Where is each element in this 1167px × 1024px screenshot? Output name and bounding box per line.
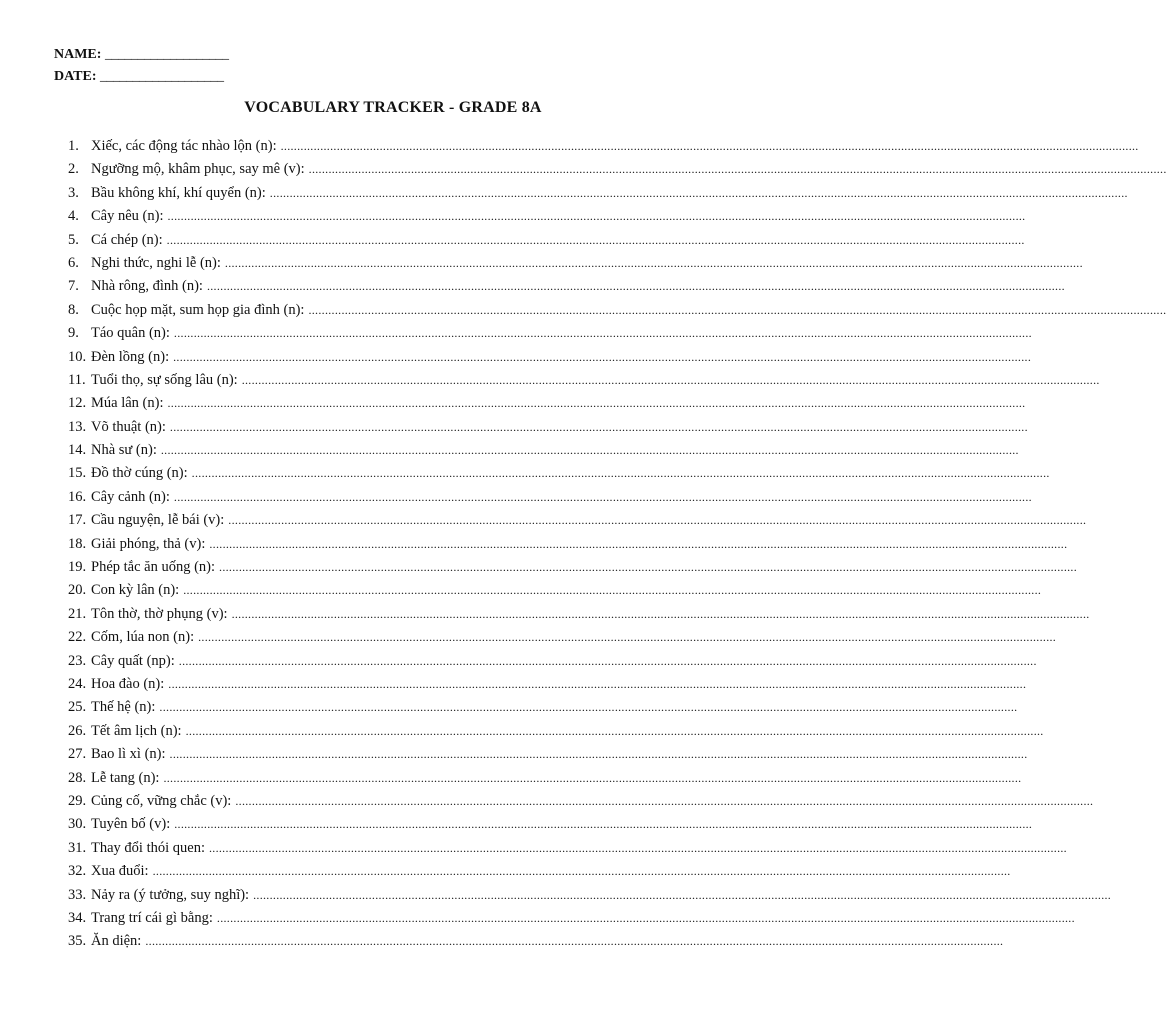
vocab-term: Bầu không khí, khí quyển (n): — [91, 184, 266, 201]
vocab-term: Củng cố, vững chắc (v): — [91, 792, 232, 809]
vocab-number: 29. — [68, 792, 87, 809]
vocab-number: 21. — [68, 605, 87, 622]
vocab-term: Ngưỡng mộ, khâm phục, say mê (v): — [91, 161, 305, 178]
vocab-term: Đồ thờ cúng (n): — [91, 465, 188, 482]
vocab-term: Cây cảnh (n): — [91, 488, 170, 505]
answer-blank[interactable]: .................................................................................................................................................................................................................................................................... — [173, 349, 1032, 364]
vocab-number: 33. — [68, 886, 87, 903]
answer-blank[interactable]: .................................................................................................................................................................................................................................................................... — [231, 606, 1090, 621]
answer-blank[interactable]: .................................................................................................................................................................................................................................................................... — [185, 723, 1044, 738]
vocab-number: 4. — [68, 208, 79, 225]
answer-blank[interactable]: .................................................................................................................................................................................................................................................................... — [219, 560, 1078, 575]
answer-blank[interactable]: .................................................................................................................................................................................................................................................................... — [168, 676, 1027, 691]
vocab-number: 32. — [68, 863, 87, 880]
vocab-item — [68, 813, 1033, 836]
vocab-term: Ăn diện: — [91, 933, 142, 950]
vocab-number: 3. — [68, 184, 79, 201]
vocab-item — [68, 790, 1094, 813]
date-blank[interactable]: ___________________ — [100, 69, 224, 84]
vocab-item — [68, 673, 1027, 696]
name-label: NAME: — [54, 47, 102, 62]
vocab-number: 2. — [68, 161, 79, 178]
answer-blank[interactable]: .................................................................................................................................................................................................................................................................... — [160, 443, 1019, 458]
vocab-term: Lễ tang (n): — [91, 769, 160, 786]
vocab-term: Nghi thức, nghi lễ (n): — [91, 254, 221, 271]
vocab-item — [68, 205, 1026, 228]
answer-blank[interactable]: .................................................................................................................................................................................................................................................................... — [173, 326, 1032, 341]
vocab-term: Cá chép (n): — [91, 231, 163, 248]
vocab-term: Nảy ra (ý tưởng, suy nghĩ): — [91, 886, 250, 903]
vocab-item — [68, 743, 1028, 766]
vocab-number: 34. — [68, 909, 87, 926]
answer-blank[interactable]: .................................................................................................................................................................................................................................................................... — [206, 279, 1065, 294]
vocab-number: 8. — [68, 301, 79, 318]
vocab-item — [68, 884, 1112, 907]
vocab-number: 18. — [68, 535, 87, 552]
vocab-item — [68, 907, 1075, 930]
answer-blank[interactable]: .................................................................................................................................................................................................................................................................... — [308, 162, 1167, 177]
vocab-number: 24. — [68, 675, 87, 692]
vocab-item — [68, 135, 1139, 158]
vocab-term: Cuộc họp mặt, sum họp gia đình (n): — [91, 301, 305, 318]
vocab-item — [68, 767, 1022, 790]
vocab-term: Thế hệ (n): — [91, 699, 156, 716]
vocab-item — [68, 392, 1026, 415]
vocab-number: 26. — [68, 722, 87, 739]
vocab-term: Táo quân (n): — [91, 325, 170, 342]
vocab-number: 9. — [68, 325, 79, 342]
vocab-item — [68, 696, 1018, 719]
vocab-item — [68, 229, 1025, 252]
answer-blank[interactable]: .................................................................................................................................................................................................................................................................... — [173, 489, 1032, 504]
answer-blank[interactable]: .................................................................................................................................................................................................................................................................... — [216, 910, 1075, 925]
vocab-term: Võ thuật (n): — [91, 418, 166, 435]
vocab-term: Cốm, lúa non (n): — [91, 629, 195, 646]
vocab-term: Giải phóng, thả (v): — [91, 535, 206, 552]
answer-blank[interactable]: .................................................................................................................................................................................................................................................................... — [159, 700, 1018, 715]
vocab-number: 6. — [68, 254, 79, 271]
vocab-term: Con kỳ lân (n): — [91, 582, 180, 599]
vocab-number: 35. — [68, 933, 87, 950]
answer-blank[interactable]: .................................................................................................................................................................................................................................................................... — [191, 466, 1050, 481]
vocab-item — [68, 299, 1167, 322]
vocab-number: 19. — [68, 559, 87, 576]
vocab-item — [68, 486, 1032, 509]
vocab-term: Tuổi thọ, sự sống lâu (n): — [91, 371, 238, 388]
vocab-number: 5. — [68, 231, 79, 248]
vocab-number: 11. — [68, 371, 86, 388]
date-field[interactable] — [54, 66, 354, 88]
vocab-number: 30. — [68, 816, 87, 833]
answer-blank[interactable]: .................................................................................................................................................................................................................................................................... — [224, 255, 1083, 270]
page-title: VOCABULARY TRACKER - GRADE 8A — [244, 99, 542, 116]
vocab-item — [68, 369, 1100, 392]
answer-blank[interactable]: .................................................................................................................................................................................................................................................................... — [208, 840, 1067, 855]
vocab-term: Thay đổi thói quen: — [91, 839, 205, 856]
answer-blank[interactable]: .................................................................................................................................................................................................................................................................... — [253, 887, 1112, 902]
vocab-item — [68, 322, 1032, 345]
vocab-item — [68, 930, 1004, 953]
vocab-item — [68, 720, 1044, 743]
vocab-number: 15. — [68, 465, 87, 482]
vocab-term: Tết âm lịch (n): — [91, 722, 182, 739]
vocab-number: 10. — [68, 348, 87, 365]
answer-blank[interactable]: .................................................................................................................................................................................................................................................................... — [152, 864, 1011, 879]
vocabulary-list — [68, 135, 1167, 954]
vocab-number: 7. — [68, 278, 79, 295]
vocab-item — [68, 158, 1167, 181]
answer-blank[interactable]: .................................................................................................................................................................................................................................................................... — [183, 583, 1042, 598]
vocab-term: Xua đuổi: — [91, 863, 149, 880]
vocab-term: Bao lì xì (n): — [91, 746, 166, 763]
vocab-number: 14. — [68, 442, 87, 459]
vocab-number: 12. — [68, 395, 87, 412]
vocab-term: Tuyên bố (v): — [91, 816, 171, 833]
vocab-term: Phép tắc ăn uống (n): — [91, 559, 216, 576]
vocab-item — [68, 416, 1028, 439]
vocab-term: Tôn thờ, thờ phụng (v): — [91, 605, 228, 622]
vocab-term: Cây quất (np): — [91, 652, 175, 669]
vocab-item — [68, 533, 1068, 556]
vocab-item — [68, 650, 1037, 673]
answer-blank[interactable]: .................................................................................................................................................................................................................................................................... — [228, 513, 1087, 528]
vocab-item — [68, 626, 1057, 649]
answer-blank[interactable]: .................................................................................................................................................................................................................................................................... — [241, 372, 1100, 387]
answer-blank[interactable]: .................................................................................................................................................................................................................................................................... — [167, 209, 1026, 224]
vocab-term: Cầu nguyện, lễ bái (v): — [91, 512, 225, 529]
vocab-item — [68, 603, 1090, 626]
header-fields — [54, 44, 354, 88]
answer-blank[interactable]: .................................................................................................................................................................................................................................................................... — [169, 747, 1028, 762]
vocab-term: Xiếc, các động tác nhào lộn (n): — [91, 138, 277, 154]
answer-blank[interactable]: .................................................................................................................................................................................................................................................................... — [209, 536, 1068, 551]
answer-blank[interactable]: .................................................................................................................................................................................................................................................................... — [145, 934, 1004, 949]
vocab-number: 31. — [68, 839, 87, 856]
vocab-number: 1. — [68, 138, 79, 154]
vocab-number: 25. — [68, 699, 87, 716]
name-field[interactable] — [54, 44, 354, 66]
answer-blank[interactable]: .................................................................................................................................................................................................................................................................... — [166, 232, 1025, 247]
answer-blank[interactable]: .................................................................................................................................................................................................................................................................... — [269, 185, 1128, 200]
vocab-number: 27. — [68, 746, 87, 763]
vocab-item — [68, 556, 1078, 579]
vocab-term: Nhà sư (n): — [91, 442, 157, 459]
vocab-item — [68, 462, 1050, 485]
vocab-item — [68, 837, 1067, 860]
vocab-term: Đèn lồng (n): — [91, 348, 170, 365]
answer-blank[interactable]: .................................................................................................................................................................................................................................................................... — [174, 817, 1033, 832]
name-blank[interactable]: ___________________ — [104, 47, 229, 62]
answer-blank[interactable]: .................................................................................................................................................................................................................................................................... — [167, 396, 1026, 411]
answer-blank[interactable]: .................................................................................................................................................................................................................................................................... — [235, 793, 1094, 808]
vocab-term: Múa lân (n): — [91, 395, 164, 412]
vocab-number: 22. — [68, 629, 87, 646]
vocab-number: 16. — [68, 488, 87, 505]
vocab-item — [68, 439, 1019, 462]
vocab-number: 20. — [68, 582, 87, 599]
answer-blank[interactable]: .................................................................................................................................................................................................................................................................... — [280, 139, 1139, 153]
vocab-item — [68, 579, 1042, 602]
answer-blank[interactable]: .................................................................................................................................................................................................................................................................... — [198, 630, 1057, 645]
answer-blank[interactable]: .................................................................................................................................................................................................................................................................... — [308, 302, 1167, 317]
vocab-number: 17. — [68, 512, 87, 529]
vocab-number: 13. — [68, 418, 87, 435]
date-label: DATE: — [54, 69, 97, 84]
vocab-term: Cây nêu (n): — [91, 208, 164, 225]
vocab-number: 23. — [68, 652, 87, 669]
vocab-term: Trang trí cái gì bằng: — [91, 909, 213, 926]
vocab-number: 28. — [68, 769, 87, 786]
vocab-item — [68, 182, 1128, 205]
answer-blank[interactable]: .................................................................................................................................................................................................................................................................... — [169, 419, 1028, 434]
vocab-item — [68, 509, 1087, 532]
vocab-item — [68, 252, 1083, 275]
answer-blank[interactable]: .................................................................................................................................................................................................................................................................... — [178, 653, 1037, 668]
vocab-item — [68, 275, 1065, 298]
vocab-item — [68, 346, 1032, 369]
vocab-item — [68, 860, 1011, 883]
vocab-term: Hoa đào (n): — [91, 675, 165, 692]
vocab-term: Nhà rông, đình (n): — [91, 278, 203, 295]
answer-blank[interactable]: .................................................................................................................................................................................................................................................................... — [163, 770, 1022, 785]
